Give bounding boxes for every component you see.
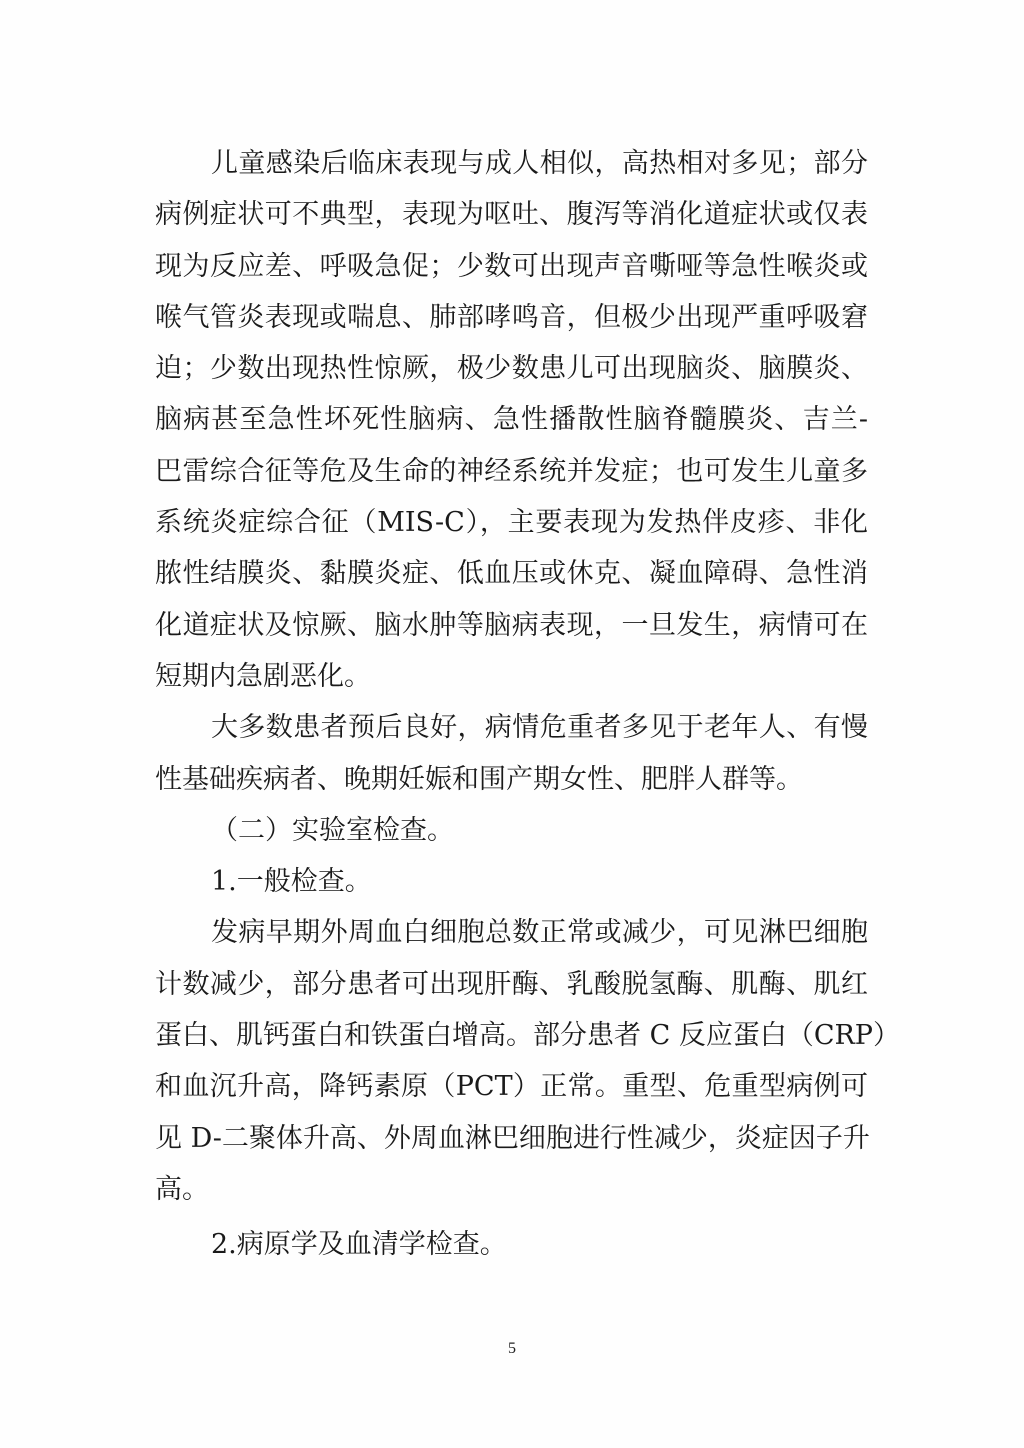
text-line: 计数减少，部分患者可出现肝酶、乳酸脱氢酶、肌酶、肌红 [155, 968, 868, 1000]
text-line: 系统炎症综合征（MIS-C），主要表现为发热伴皮疹、非化 [155, 507, 868, 539]
paragraph-general-tests [155, 907, 900, 1215]
text-line: 儿童感染后临床表现与成人相似，高热相对多见；部分 [211, 148, 868, 179]
text-line: 蛋白、肌钙蛋白和铁蛋白增高。部分患者 C 反应蛋白（CRP） [155, 1020, 900, 1052]
section-heading-lab-tests: （二）实验室检查。 [211, 814, 454, 846]
text-line: 大多数患者预后良好，病情危重者多见于老年人、有慢 [211, 712, 868, 744]
subsection-heading-general-tests: 1.一般检查。 [211, 866, 372, 898]
text-line: 短期内急剧恶化。 [155, 660, 371, 692]
text-line: 病例症状可不典型，表现为呕吐、腹泻等消化道症状或仅表 [155, 199, 868, 231]
text-line: 脑病甚至急性坏死性脑病、急性播散性脑脊髓膜炎、吉兰- [155, 404, 868, 436]
text-line: 现为反应差、呼吸急促；少数可出现声音嘶哑等急性喉炎或 [155, 250, 868, 282]
subsection-heading-pathogen-serology: 2.病原学及血清学检查。 [211, 1229, 507, 1261]
text-line: 发病早期外周血白细胞总数正常或减少，可见淋巴细胞 [211, 917, 868, 949]
text-line: 高。 [155, 1173, 209, 1205]
document-body [155, 138, 900, 1271]
text-line: 性基础疾病者、晚期妊娠和围产期女性、肥胖人群等。 [155, 763, 803, 795]
text-line: 脓性结膜炎、黏膜炎症、低血压或休克、凝血障碍、急性消 [155, 558, 868, 590]
page-number: 5 [508, 1340, 516, 1357]
text-line: 巴雷综合征等危及生命的神经系统并发症；也可发生儿童多 [155, 455, 868, 487]
text-line: 见 D-二聚体升高、外周血淋巴细胞进行性减少，炎症因子升 [155, 1122, 870, 1154]
paragraph-prognosis [155, 702, 868, 805]
text-line: 和血沉升高，降钙素原（PCT）正常。重型、危重型病例可 [155, 1071, 868, 1103]
paragraph-pediatric-presentation [155, 138, 868, 702]
text-line: 迫；少数出现热性惊厥，极少数患儿可出现脑炎、脑膜炎、 [155, 353, 868, 385]
text-line: 化道症状及惊厥、脑水肿等脑病表现，一旦发生，病情可在 [155, 609, 868, 641]
text-line: 喉气管炎表现或喘息、肺部哮鸣音，但极少出现严重呼吸窘 [155, 301, 868, 333]
